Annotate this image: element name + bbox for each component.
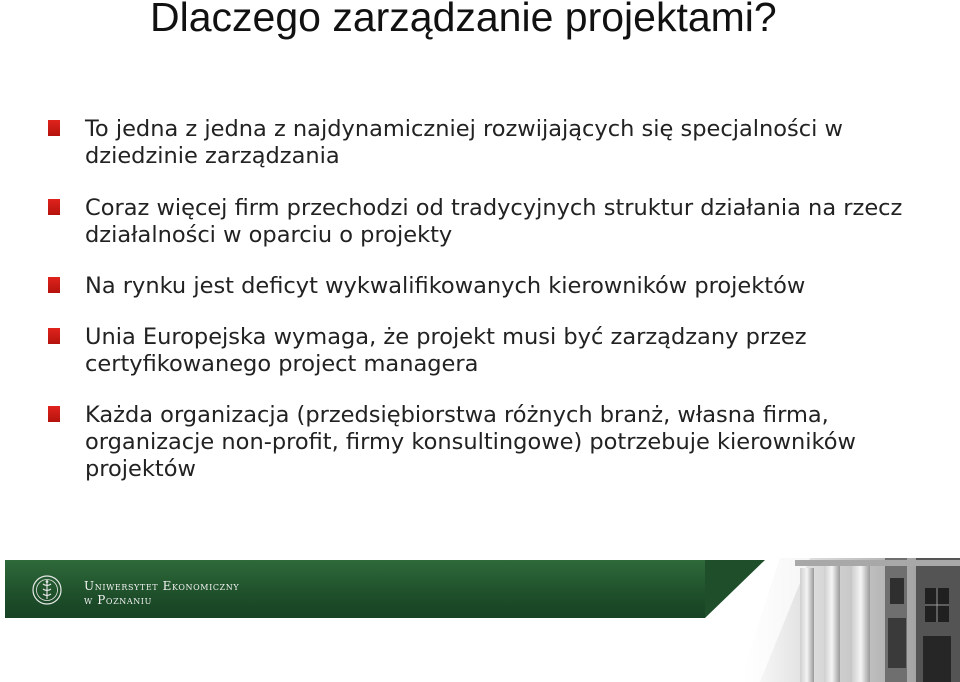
bullet-text: Coraz więcej firm przechodzi od tradycyjnych struktur działania na rzecz działalności w oparciu o projekty (85, 195, 903, 248)
bullet-item (48, 116, 918, 170)
bullet-square-icon (48, 199, 60, 215)
bullet-item (48, 324, 918, 378)
bullet-square-icon (48, 328, 60, 344)
bullet-text: Każda organizacja (przedsiębiorstwa różnych branż, własna firma, organizacje non-profit, firmy konsultingowe) potrzebuje kierowników projektów (85, 402, 856, 482)
university-emblem-icon (32, 575, 62, 605)
building-photo (740, 558, 960, 682)
university-name (84, 579, 239, 607)
university-name-line2: w Poznaniu (84, 593, 152, 607)
bullet-square-icon (48, 120, 60, 136)
bullet-item (48, 195, 918, 249)
slide-title: Dlaczego zarządzanie projektami? (150, 0, 777, 40)
bullet-text: To jedna z jedna z najdynamiczniej rozwijających się specjalności w dziedzinie zarządzania (85, 116, 843, 169)
bullet-item (48, 402, 918, 483)
university-name-line1: Uniwersytet Ekonomiczny (84, 579, 240, 593)
bullet-text: Na rynku jest deficyt wykwalifikowanych kierowników projektów (85, 273, 806, 299)
bullet-square-icon (48, 406, 60, 422)
bullet-text: Unia Europejska wymaga, że projekt musi być zarządzany przez certyfikowanego project managera (85, 324, 807, 377)
bullet-item (48, 273, 918, 300)
bullet-square-icon (48, 277, 60, 293)
bullet-list (48, 116, 918, 508)
